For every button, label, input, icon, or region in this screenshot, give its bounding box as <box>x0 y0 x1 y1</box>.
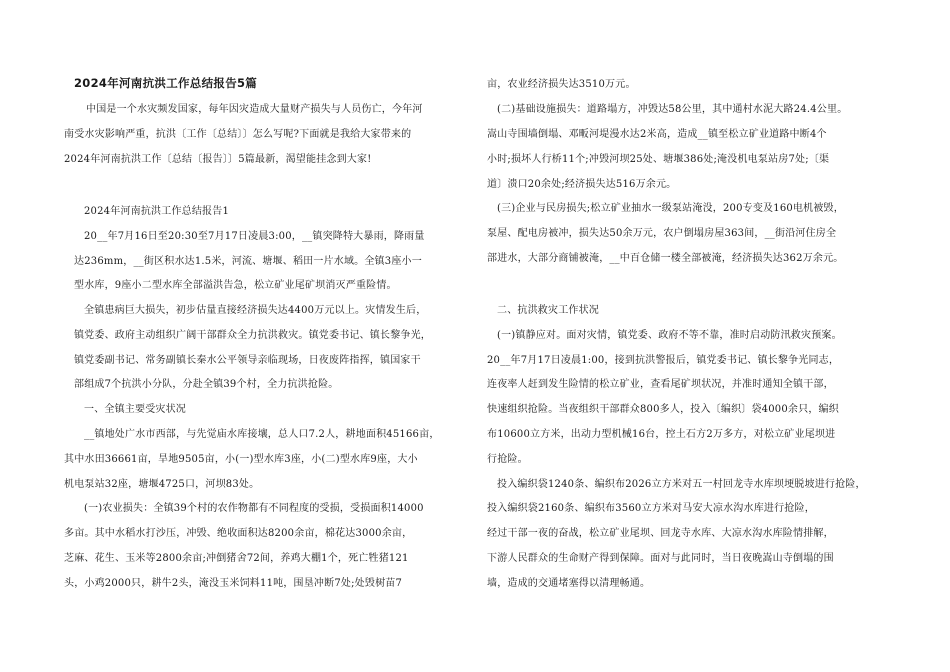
intro-line-2: 南受水灾影响严重，抗洪〔工作〔总结〕〕怎么写呢?下面就是我给大家带来的 <box>64 129 412 140</box>
paragraph-line: 投入编织袋1240条、编织布2026立方米对五一村回龙寺水库坝埂脱坡进行抢险， <box>497 479 866 490</box>
paragraph-line: 全镇患病巨大损失，初步估量直接经济损失达4400万元以上。灾情发生后， <box>84 305 427 316</box>
paragraph-line: 20__年7月17日凌晨1:00，接到抗洪警报后，镇党委书记、镇长黎争光同志， <box>487 355 840 366</box>
paragraph-line: 其中水田36661亩，旱地9505亩，小(一)型水库3座，小(二)型水库9座，大小 <box>64 454 418 465</box>
paragraph-line: 布10600立方米，出动力型机械16台，控土石方2万多方，对松立矿业尾坝进 <box>487 429 836 440</box>
paragraph-line: 小时;损坏人行桥11个;冲毁河坝25处、塘堰386处;淹没机电泵站房7处;〔渠 <box>487 154 830 165</box>
paragraph-line: 头，小鸡2000只，耕牛2头，淹没玉米饲料11吨，围垦冲断7处;处毁树苗7 <box>64 578 403 589</box>
paragraph-line: 嵩山寺围墙倒塌、邓畈河堤漫水达2米高，造成__镇至松立矿业道路中断4个 <box>487 129 827 140</box>
section-heading-report-1: 2024年河南抗洪工作总结报告1 <box>84 206 230 217</box>
paragraph-line: 镇党委、政府主动组织广阔干部群众全力抗洪救灾。镇党委书记、镇长黎争光， <box>74 330 431 341</box>
intro-line-1: 中国是一个水灾频发国家，每年因灾造成大量财产损失与人员伤亡，今年河 <box>86 104 423 115</box>
paragraph-line: 多亩。其中水稻水打沙压，冲毁、绝收面积达8200余亩，棉花达3000余亩， <box>64 528 413 539</box>
intro-line-3: 2024年河南抗洪工作〔总结〔报告〕〕5篇最新，渴望能挂念到大家! <box>64 154 372 165</box>
paragraph-line: 镇党委副书记、常务副镇长秦水公平领导亲临现场，日夜废阵指挥，镇国家干 <box>74 355 421 366</box>
section-heading-relief-work: 二、抗洪救灾工作状况 <box>497 305 599 316</box>
paragraph-line: 达236mm，__街区积水达1.5米，河流、塘堰、稻田一片水域。全镇3座小一 <box>74 256 422 267</box>
paragraph-line: 道〕溃口20余处;经济损失达516万余元。 <box>487 179 677 190</box>
paragraph-line: (三)企业与民房损失;松立矿业抽水一级泵站淹没，200专变及160电机被毁， <box>497 203 844 214</box>
paragraph-line: (一)农业损失：全镇39个村的农作物都有不同程度的受损，受损面积14000 <box>84 503 424 514</box>
paragraph-line: 亩，农业经济损失达3510万元。 <box>487 79 636 90</box>
paragraph-line: 芝麻、花生、玉米等2800余亩;冲倒猪舍72间，养鸡大棚1个，死亡牲猪121 <box>64 553 409 564</box>
paragraph-line: 连夜率人赶到发生险情的松立矿业，查看尾矿坝状况，并准时通知全镇干部， <box>487 379 834 390</box>
paragraph-line: 投入编织袋2160条、编织布3560立方米对马安大凉水沟水库进行抢险， <box>487 503 815 514</box>
document-title: 2024年河南抗洪工作总结报告5篇 <box>74 76 258 90</box>
section-heading-disaster-status: 一、全镇主要受灾状况 <box>84 404 186 415</box>
paragraph-line: 快速组织抢险。当夜组织干部群众800多人，投入〔编织〕袋4000余只，编织 <box>487 404 839 415</box>
paragraph-line: __镇地处广水市西部，与先觉庙水库接壤，总人口7.2人，耕地面积45166亩， <box>84 429 440 440</box>
paragraph-line: 部组成7个抗洪小分队，分赴全镇39个村，全力抗洪抢险。 <box>74 379 339 390</box>
paragraph-line: (二)基础设施损失：道路塌方，冲毁达58公里，其中通村水泥大路24.4公里。 <box>497 104 848 115</box>
paragraph-line: 部进水，大部分商铺被淹，__中百仓储一楼全部被淹，经济损失达362万余元。 <box>487 253 844 264</box>
paragraph-line: 20__年7月16日至20:30至7月17日凌晨3:00，__镇突降特大暴雨，降雨量 <box>84 231 425 242</box>
paragraph-line: 墙，造成的交通堵塞得以清理畅通。 <box>487 578 651 589</box>
paragraph-line: (一)镇静应对。面对灾情，镇党委、政府不等不靠，准时启动防汛救灾预案。 <box>497 330 842 341</box>
paragraph-line: 型水库，9座小二型水库全部溢洪告急，松立矿业尾矿坝消灭严重险情。 <box>74 280 397 291</box>
paragraph-line: 机电泵站32座，塘堰4725口，河坝83处。 <box>64 479 260 490</box>
paragraph-line: 下游人民群众的生命财产得到保障。面对与此同时，当日夜晚嵩山寺倒塌的围 <box>487 553 834 564</box>
paragraph-line: 行抢险。 <box>487 454 528 465</box>
paragraph-line: 泵屋、配电房被冲，损失达50余万元，农户倒塌房屋363间，__街沿河住房全 <box>487 228 837 239</box>
paragraph-line: 经过干部一夜的奋战，松立矿业尾坝、回龙寺水库、大凉水沟水库险情排解， <box>487 528 834 539</box>
